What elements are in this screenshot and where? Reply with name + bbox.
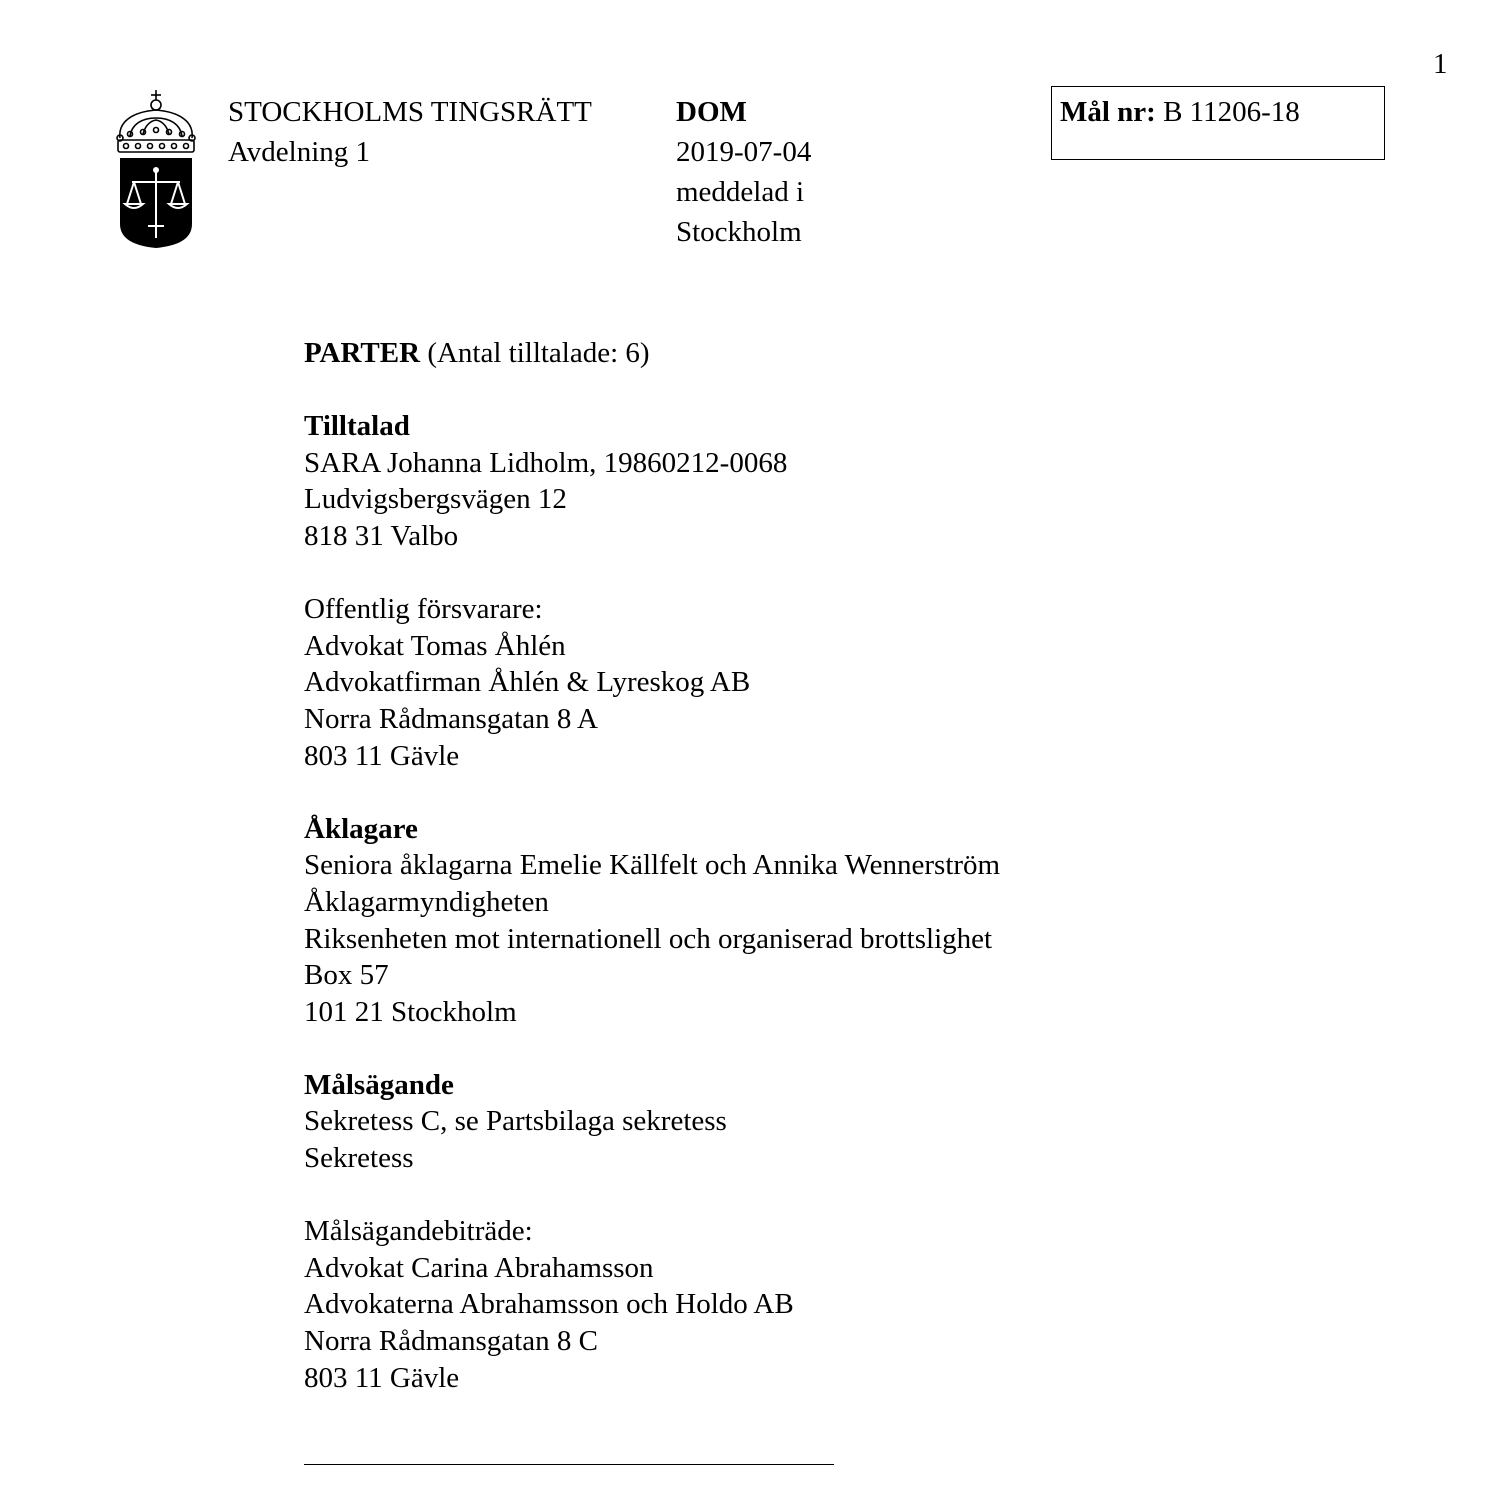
parties-section xyxy=(304,335,1000,1396)
defence-counsel-line: Advokatfirman Åhlén & Lyreskog AB xyxy=(304,666,751,699)
defendant-heading: Tilltalad xyxy=(304,410,410,443)
injured-party-line: Sekretess xyxy=(304,1142,414,1175)
judgment-date: 2019-07-04 xyxy=(676,136,812,168)
footnote-separator xyxy=(304,1464,834,1465)
page-number: 1 xyxy=(1433,48,1448,80)
defendant-line: SARA Johanna Lidholm, 19860212-0068 xyxy=(304,446,788,479)
parties-count: (Antal tilltalade: 6) xyxy=(427,337,650,369)
issued-label: meddelad i xyxy=(676,176,805,208)
prosecutor-heading: Åklagare xyxy=(304,812,418,845)
prosecutor-line: Seniora åklagarna Emelie Källfelt och Annika Wennerström xyxy=(304,849,1001,882)
court-header xyxy=(228,92,592,172)
parties-heading-line xyxy=(304,335,1000,372)
defence-counsel-line: 803 11 Gävle xyxy=(304,739,460,772)
injured-party-counsel-line: Advokat Carina Abrahamsson xyxy=(304,1251,654,1284)
swedish-court-emblem-icon xyxy=(110,88,202,250)
court-name: STOCKHOLMS TINGSRÄTT xyxy=(228,96,592,128)
defendant-line: 818 31 Valbo xyxy=(304,519,459,552)
defence-counsel-line: Norra Rådmansgatan 8 A xyxy=(304,702,598,735)
injured-party-counsel-line: Advokaterna Abrahamsson och Holdo AB xyxy=(304,1288,794,1321)
case-number-label: Mål nr: xyxy=(1060,96,1156,128)
case-number-box xyxy=(1051,86,1385,160)
parties-heading: PARTER xyxy=(304,337,421,369)
case-number: B 11206-18 xyxy=(1163,96,1300,128)
document-type: DOM xyxy=(676,96,747,128)
defence-counsel-heading: Offentlig försvarare: xyxy=(304,593,543,626)
injured-party-line: Sekretess C, se Partsbilaga sekretess xyxy=(304,1105,727,1138)
injured-party-counsel-line: Norra Rådmansgatan 8 C xyxy=(304,1325,598,1358)
injured-party-heading: Målsägande xyxy=(304,1068,454,1101)
court-division: Avdelning 1 xyxy=(228,136,371,168)
injured-party-counsel-line: 803 11 Gävle xyxy=(304,1361,460,1394)
prosecutor-line: Box 57 xyxy=(304,959,389,992)
prosecutor-line: 101 21 Stockholm xyxy=(304,995,517,1028)
judgment-header xyxy=(676,92,811,252)
prosecutor-line: Riksenheten mot internationell och organiserad brottslighet xyxy=(304,922,993,955)
issued-place: Stockholm xyxy=(676,216,802,248)
defence-counsel-line: Advokat Tomas Åhlén xyxy=(304,629,566,662)
prosecutor-line: Åklagarmyndigheten xyxy=(304,885,549,918)
injured-party-counsel-heading: Målsägandebiträde: xyxy=(304,1215,533,1248)
defendant-line: Ludvigsbergsvägen 12 xyxy=(304,483,567,516)
